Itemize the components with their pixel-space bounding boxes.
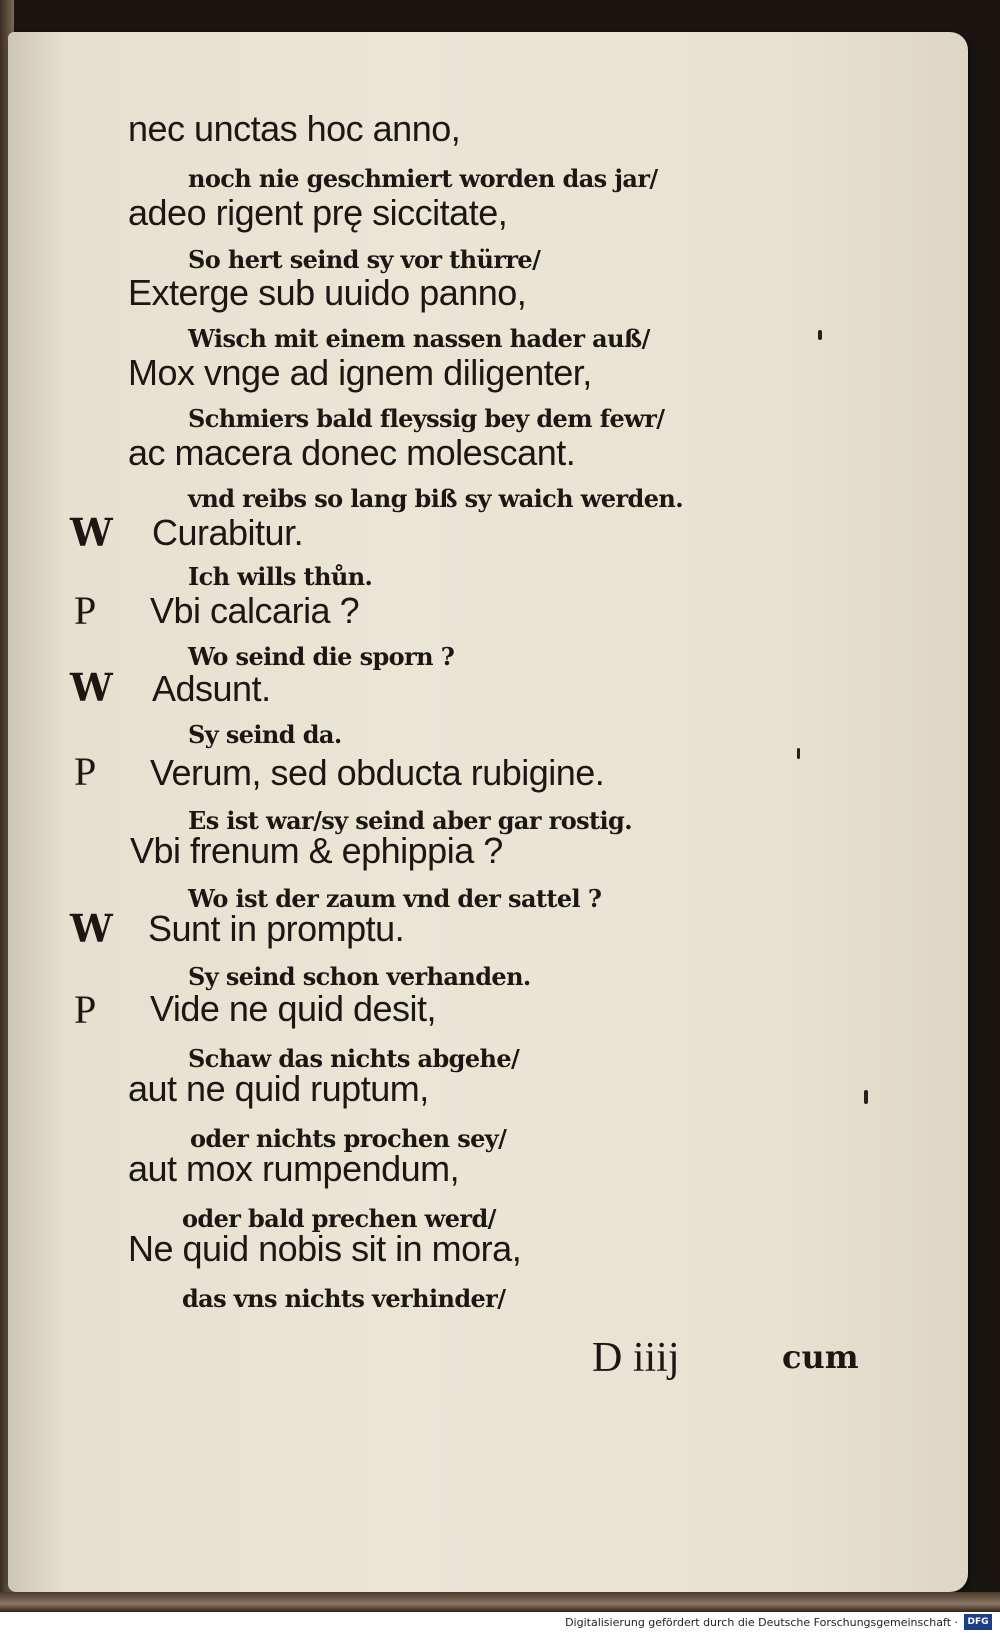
latin-line: Vbi frenum & ephippia ? [130,830,503,871]
german-line: So hert seind sy vor thürre/ [188,245,541,274]
german-line: Es ist war/sy seind aber gar rostig. [188,806,632,835]
latin-line: Vbi calcaria ? [150,590,360,631]
german-line: Wo ist der zaum vnd der sattel ? [188,884,602,913]
speaker-marker: W [70,906,113,951]
dfg-logo: DFG [964,1614,992,1630]
german-line: Schmiers bald fleyssig bey dem fewr/ [188,404,665,433]
german-line: Sy seind schon verhanden. [188,962,531,991]
german-line: noch nie geschmiert worden das jar/ [188,164,658,193]
ink-speck [864,1090,868,1104]
german-line: Wisch mit einem nassen hader auß/ [188,324,650,353]
ink-speck [818,330,822,340]
speaker-marker: P [74,749,97,794]
latin-line: aut ne quid ruptum, [128,1068,429,1109]
german-line: vnd reibs so lang biß sy waich werden. [188,484,684,513]
latin-line: Curabitur. [152,512,304,553]
german-line: Ich wills thůn. [188,562,373,591]
german-line: das vns nichts verhinder/ [182,1284,506,1313]
german-line: oder nichts prochen sey/ [190,1124,507,1153]
speaker-marker: W [70,510,113,555]
catchword: cum [782,1338,859,1376]
latin-line: Sunt in promptu. [148,908,405,949]
latin-line: aut mox rumpendum, [128,1148,460,1189]
latin-line: ac macera donec molescant. [128,432,576,473]
german-line: Sy seind da. [188,720,342,749]
latin-line: Ne quid nobis sit in mora, [128,1228,522,1269]
german-line: oder bald prechen werd/ [182,1204,496,1233]
latin-line: Adsunt. [152,668,271,709]
signature-mark: D iiij [592,1335,680,1381]
latin-line: Verum, sed obducta rubigine. [150,752,605,793]
book-bottom-edge [0,1592,1000,1612]
speaker-marker: W [70,665,113,710]
german-line: Wo seind die sporn ? [188,642,455,671]
german-line: Schaw das nichts abgehe/ [188,1044,520,1073]
latin-line: Vide ne quid desit, [150,988,437,1029]
speaker-marker: P [74,987,97,1032]
speaker-marker: P [74,588,97,633]
latin-line: Exterge sub uuido panno, [128,272,527,313]
ink-speck [797,748,800,759]
latin-line: Mox vnge ad ignem diligenter, [128,352,592,393]
latin-line: nec unctas hoc anno, [128,108,461,149]
latin-line: adeo rigent prę siccitate, [128,192,508,233]
footer-credit: Digitalisierung gefördert durch die Deutsche Forschungsgemeinschaft · [565,1616,958,1629]
